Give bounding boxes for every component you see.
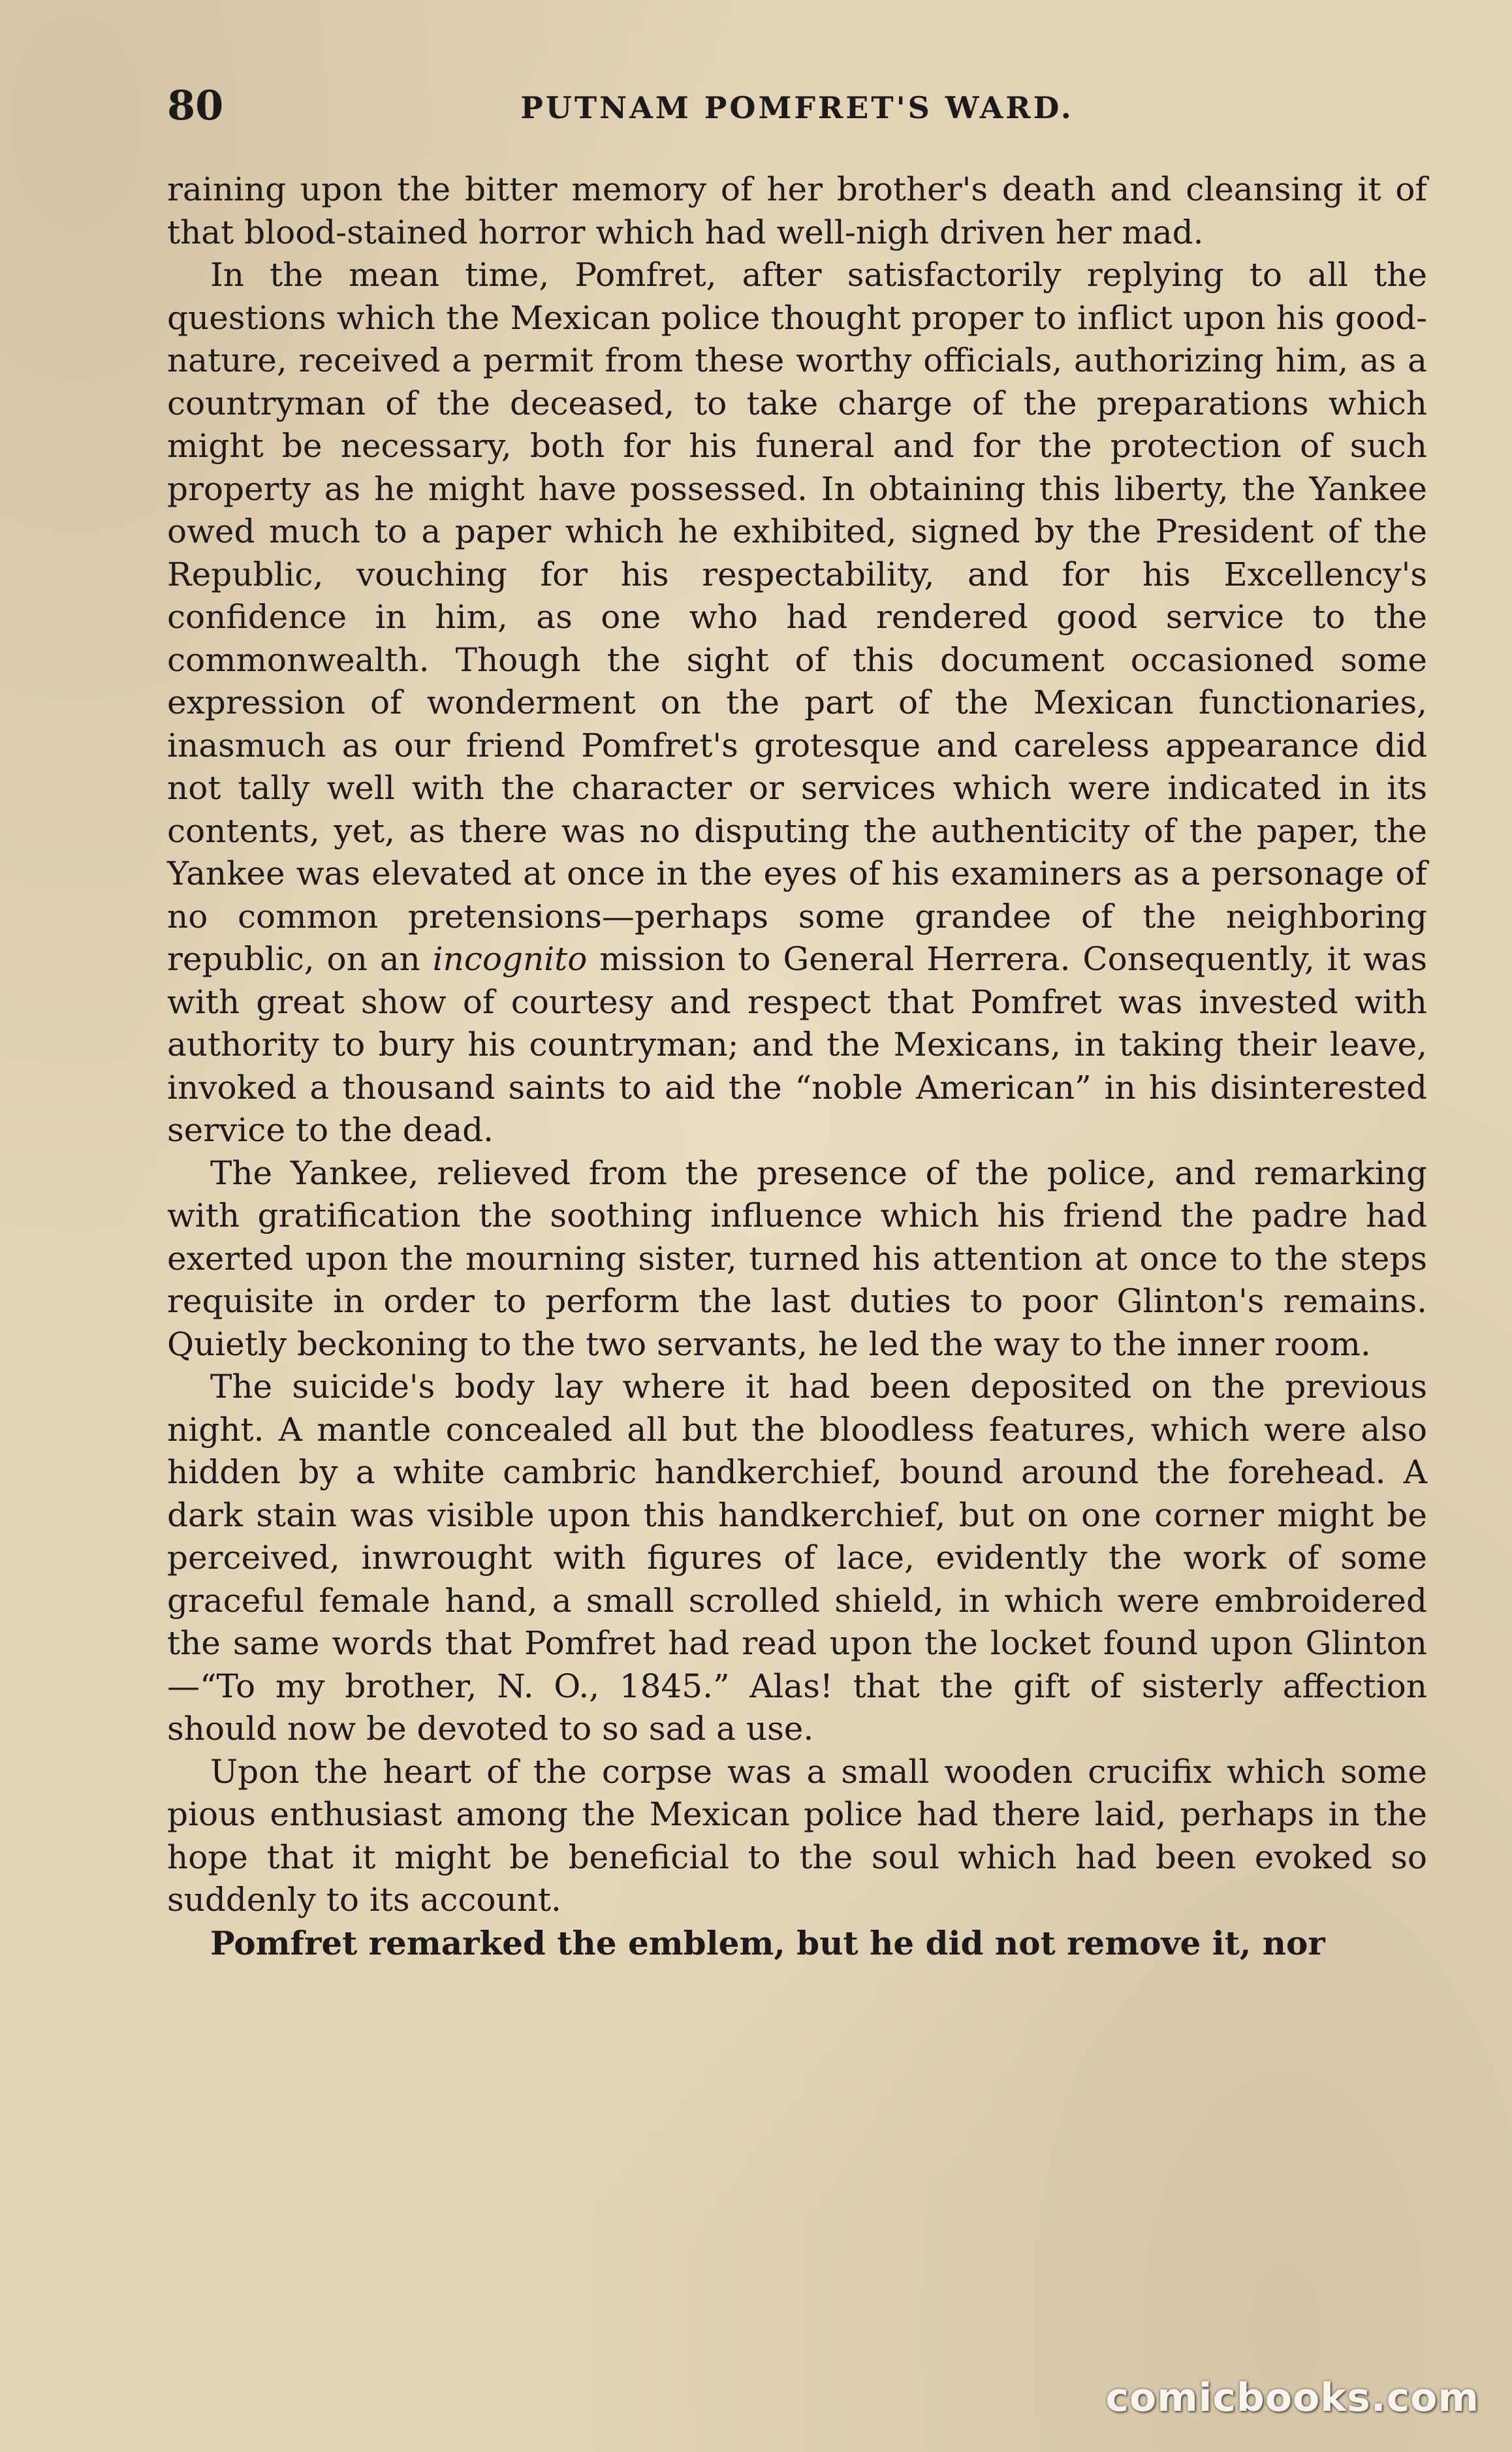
- paragraph-4: The suicide's body lay where it had been deposited on the previous night. A mantle concealed all but the bloodless features, which were also hidden by a white cambric handkerchief, bound around the forehead. A dark stain was visible upon this handkerchief, but on one corner might be perceived, inwrought with figures of lace, evidently the work of some graceful female hand, a small scrolled shield, in which were embroidered the same words that Pomfret had read upon the locket found upon Glinton—“To my brother, N. O., 1845.” Alas! that the gift of sisterly affection should now be devoted to so sad a use.: [167, 1368, 1427, 1748]
- paragraph-5: Upon the heart of the corpse was a small wooden crucifix which some pious enthusiast among the Mexican police had there laid, perhaps in the hope that it might be beneficial to the soul which had been evoked so suddenly to its account.: [167, 1752, 1427, 1919]
- body-text: [167, 168, 1427, 1964]
- paragraph-2: [167, 254, 1427, 1152]
- watermark: comicbooks.com: [1105, 2375, 1479, 2421]
- paragraph-2-italic: incognito: [432, 940, 588, 978]
- paragraph-1: raining upon the bitter memory of her brother's death and cleansing it of that blood-stained horror which had well-nigh driven her mad.: [167, 170, 1427, 251]
- paragraph-6: Pomfret remarked the emblem, but he did not remove it, nor: [210, 1923, 1325, 1962]
- paragraph-3: The Yankee, relieved from the presence of the police, and remarking with gratification the soothing influence which his friend the padre had exerted upon the mourning sister, turned his attention at once to the steps requisite in order to perform the last duties to poor Glinton's remains. Quietly beckoning to the two servants, he led the way to the inner room.: [167, 1154, 1427, 1363]
- running-head: [167, 80, 1427, 132]
- page-number: 80: [167, 82, 224, 129]
- paragraph-2-text-after: mission to General Herrera. Consequently, it was with great show of courtesy and respect that Pomfret was invested with authority to bury his countryman; and the Mexicans, in taking their leave, invoked a thousand saints to aid the “noble American” in his disinterested service to the dead.: [167, 940, 1427, 1149]
- running-title: PUTNAM POMFRET'S WARD.: [520, 90, 1074, 125]
- paragraph-2-text-before: In the mean time, Pomfret, after satisfactorily replying to all the questions which the Mexican police thought proper to inflict upon his good-nature, received a permit from these worthy officials, authorizing him, as a countryman of the deceased, to take charge of the preparations which might be necessary, both for his funeral and for the protection of such property as he might have possessed. In obtaining this liberty, the Yankee owed much to a paper which he exhibited, signed by the President of the Republic, vouching for his respectability, and for his Excellency's confidence in him, as one who had rendered good service to the commonwealth. Though the sight of this document occasioned some expression of wonderment on the part of the Mexican functionaries, inasmuch as our friend Pomfret's grotesque and careless appearance did not tally well with the character or services which were indicated in its contents, yet, as there was no disputing the authenticity of the paper, the Yankee was elevated at once in the eyes of his examiners as a personage of no common pretensions—perhaps some grandee of the neighboring republic, on an: [167, 256, 1427, 978]
